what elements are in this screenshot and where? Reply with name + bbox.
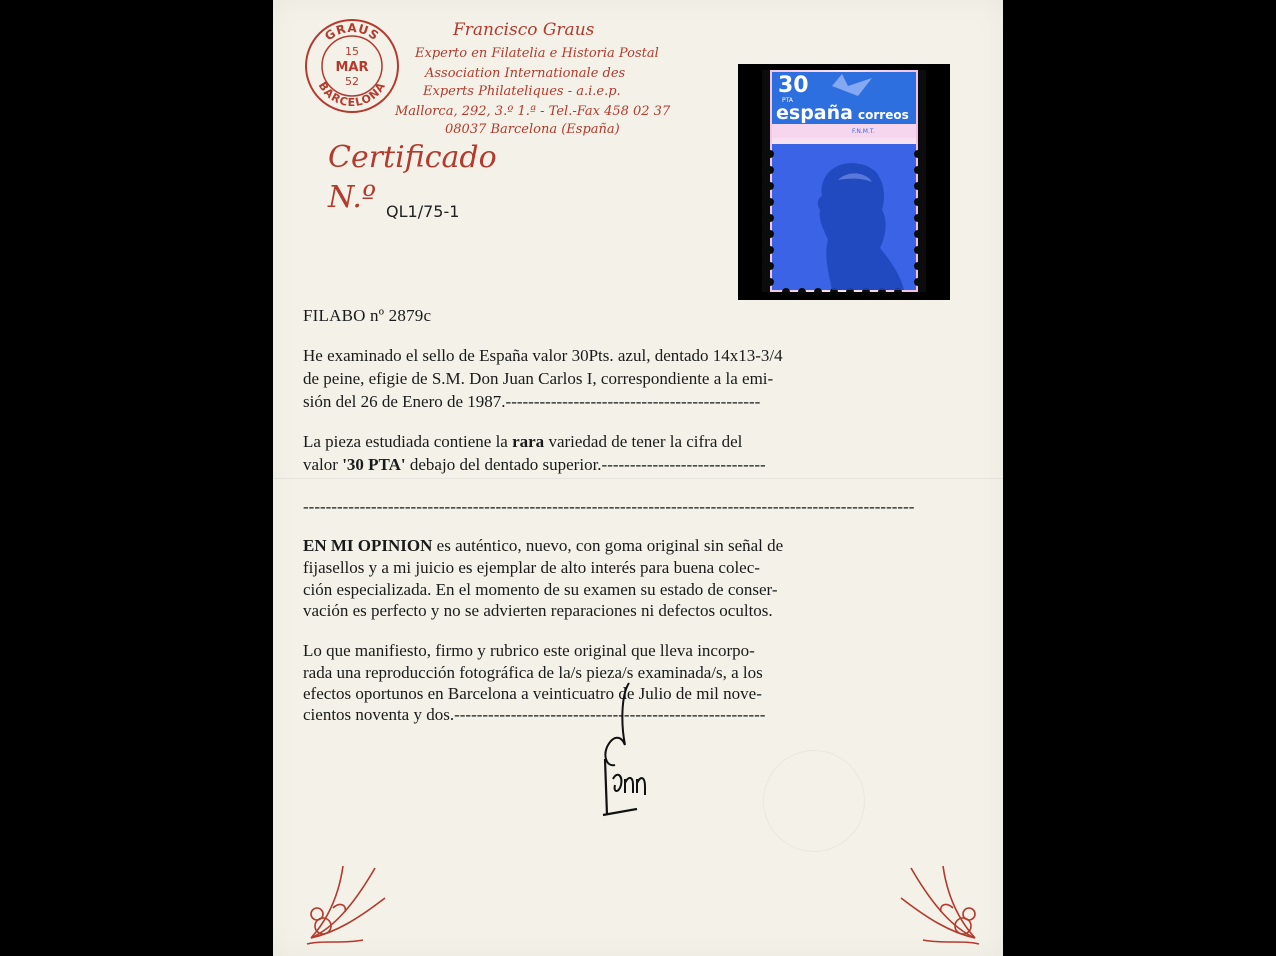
stamp-country: españa <box>776 102 853 124</box>
ornament-bottom-right <box>893 858 983 948</box>
handwritten-signature <box>591 675 661 825</box>
ornament-bottom-left <box>303 858 393 948</box>
para2-line-2: valor '30 PTA' debajo del dentado superior.----------------------------- <box>303 455 766 474</box>
embossed-seal <box>763 750 865 852</box>
letterhead-name: Francisco Graus <box>453 20 595 40</box>
seal-top-text: GRAUS <box>322 20 382 44</box>
letterhead-line-2: Association Internationale des <box>425 66 626 81</box>
opinion-line-4: vación es perfecto y no se advierten reparaciones ni defectos ocultos. <box>303 601 773 620</box>
stamp-value: 30 <box>778 73 809 98</box>
closing-line-4: cientos noventa y dos.------------------------------------------------------- <box>303 705 766 724</box>
stamp-unit: PTA <box>782 97 793 104</box>
letterhead-line-3: Experts Philateliques - a.i.e.p. <box>423 84 621 99</box>
seal-day: 15 <box>345 45 359 58</box>
para1-line-3: sión del 26 de Enero de 1987.--------------------------------------------- <box>303 392 761 411</box>
para1-line-2: de peine, efigie de S.M. Don Juan Carlos I, correspondiente a la emi- <box>303 369 774 388</box>
para2-line-1: La pieza estudiada contiene la rara variedad de tener la cifra del <box>303 432 743 451</box>
closing-line-3: efectos oportunos en Barcelona a veinticuatro de Julio de mil nove- <box>303 684 762 703</box>
filabo-reference: FILABO nº 2879c <box>303 306 432 325</box>
letterhead-line-5: 08037 Barcelona (España) <box>445 122 620 137</box>
opinion-line-1: EN MI OPINION es auténtico, nuevo, con goma original sin señal de <box>303 536 784 555</box>
opinion-line-3: ción especializada. En el momento de su examen su estado de conser- <box>303 580 778 599</box>
graus-postmark-seal <box>303 17 401 115</box>
seal-bottom-text: BARCELONA <box>315 79 389 110</box>
closing-line-2: rada una reproducción fotográfica de la/s pieza/s examinada/s, a los <box>303 663 763 682</box>
fold-line <box>273 478 1003 479</box>
seal-year: 52 <box>345 75 359 88</box>
stamp-word: correos <box>858 108 909 122</box>
dashed-separator: ------------------------------------------------------------------------------------------------------------ <box>303 500 915 514</box>
certificate-title: Certificado <box>328 140 497 175</box>
seal-month: MAR <box>335 60 369 75</box>
certificate-number-label: N.º <box>328 180 376 215</box>
letterhead-line-4: Mallorca, 292, 3.º 1.ª - Tel.-Fax 458 02 37 <box>395 104 671 119</box>
certificate-number: QL1/75-1 <box>386 202 460 221</box>
letterhead-line-1: Experto en Filatelia e Historia Postal <box>415 46 659 61</box>
stamp-image <box>762 70 926 292</box>
closing-line-1: Lo que manifiesto, firmo y rubrico este original que lleva incorpo- <box>303 641 755 660</box>
opinion-line-2: fijasellos y a mi juicio es ejemplar de alto interés para buena colec- <box>303 558 760 577</box>
certificate-paper <box>273 0 1003 956</box>
stamp-printer: F.N.M.T. <box>852 128 875 135</box>
para1-line-1: He examinado el sello de España valor 30Pts. azul, dentado 14x13-3/4 <box>303 346 783 365</box>
